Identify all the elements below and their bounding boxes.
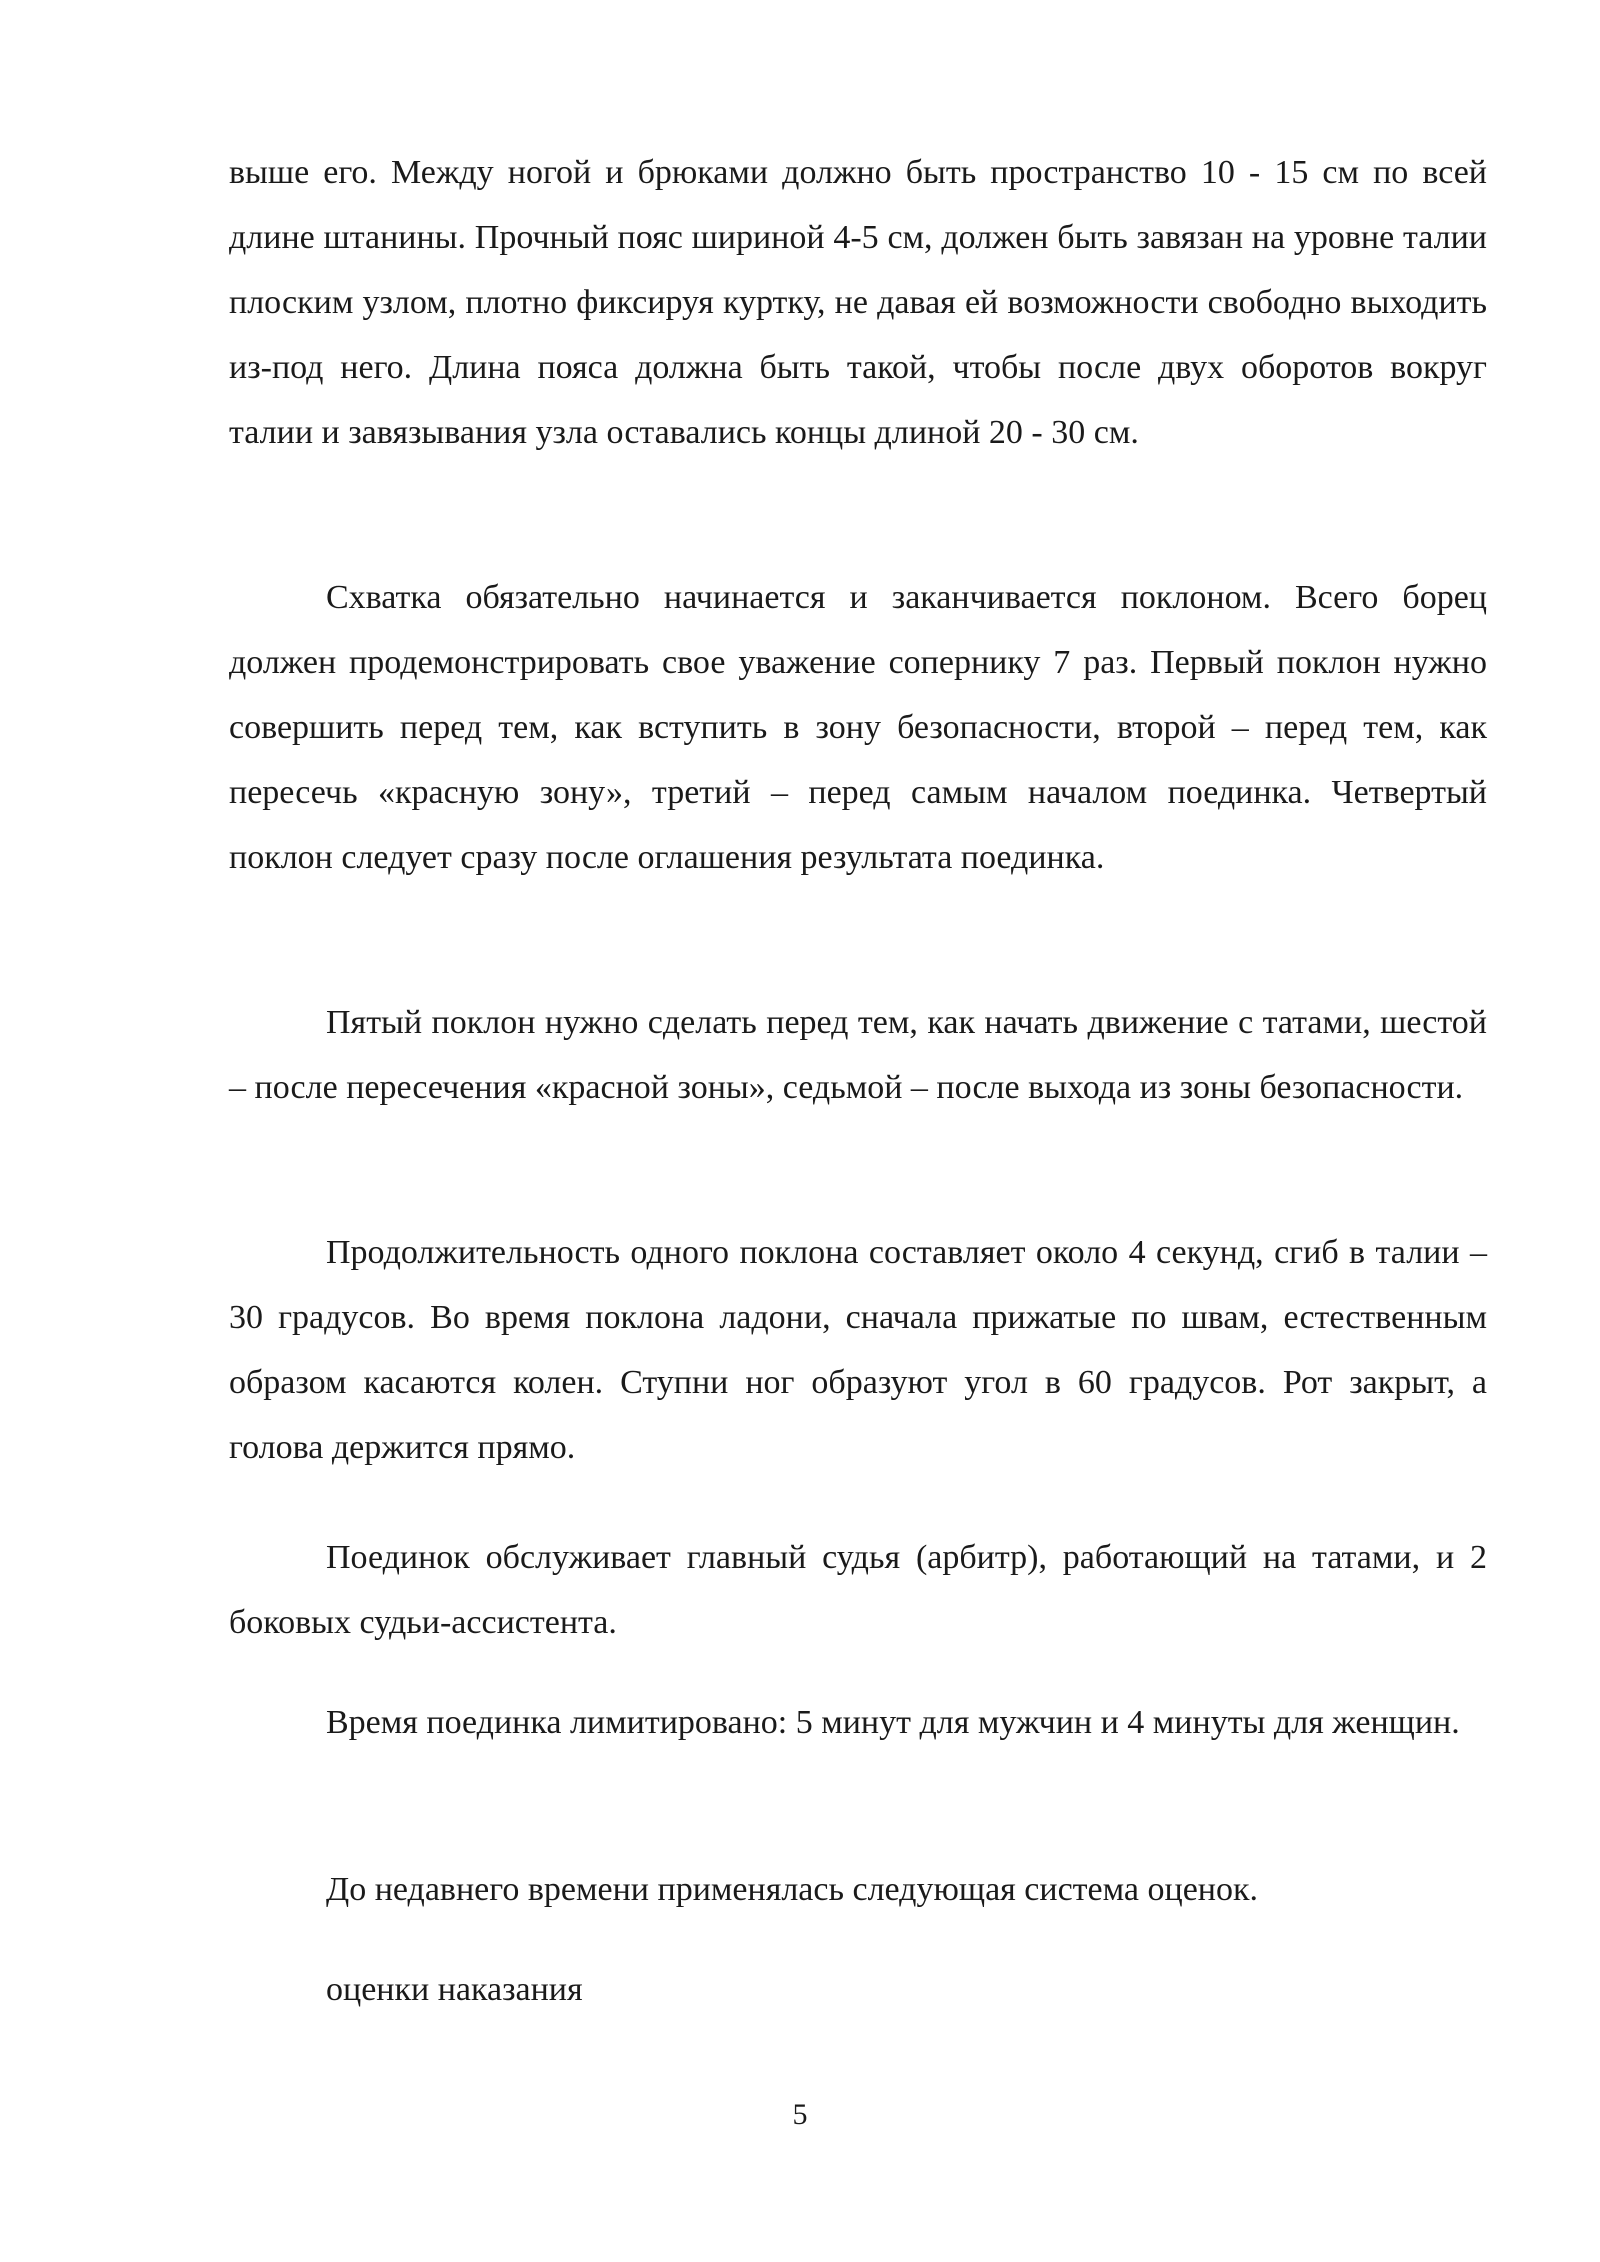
paragraph-bow-duration: Продолжительность одного поклона составляет около 4 секунд, сгиб в талии – 30 градусов. Во время поклона ладони, сначала прижатые по швам, естественным образом касаются колен. Ступни ног образуют угол в 60 градусов. Рот закрыт, а голова держится прямо.	[229, 1234, 1487, 1466]
paragraph-bows-continued: Пятый поклон нужно сделать перед тем, как начать движение с татами, шестой – после пересечения «красной зоны», седьмой – после выхода из зоны безопасности.	[229, 1004, 1487, 1106]
paragraph-scoring-system: До недавнего времени применялась следующая система оценок.	[326, 1871, 1258, 1908]
paragraph-belt-description: выше его. Между ногой и брюками должно быть пространство 10 - 15 см по всей длине штанины. Прочный пояс шириной 4-5 см, должен быть завязан на уровне талии плоским узлом, плотно фиксируя куртку, не давая ей возможности свободно выходить из-под него. Длина пояса должна быть такой, чтобы после двух оборотов вокруг талии и завязывания узла оставались концы длиной 20 - 30 см.	[229, 154, 1487, 451]
page-number: 5	[792, 2098, 808, 2131]
paragraph-bows-intro: Схватка обязательно начинается и заканчивается поклоном. Всего борец должен продемонстрировать свое уважение сопернику 7 раз. Первый поклон нужно совершить перед тем, как вступить в зону безопасности, второй – перед тем, как пересечь «красную зону», третий – перед самым началом поединка. Четвертый поклон следует сразу после оглашения результата поединка.	[229, 579, 1487, 876]
paragraph-referees: Поединок обслуживает главный судья (арбитр), работающий на татами, и 2 боковых судьи-ассистента.	[229, 1539, 1487, 1641]
paragraph-bout-time: Время поединка лимитировано: 5 минут для мужчин и 4 минуты для женщин.	[326, 1704, 1460, 1741]
paragraph-scores-penalties: оценки наказания	[326, 1971, 583, 2008]
